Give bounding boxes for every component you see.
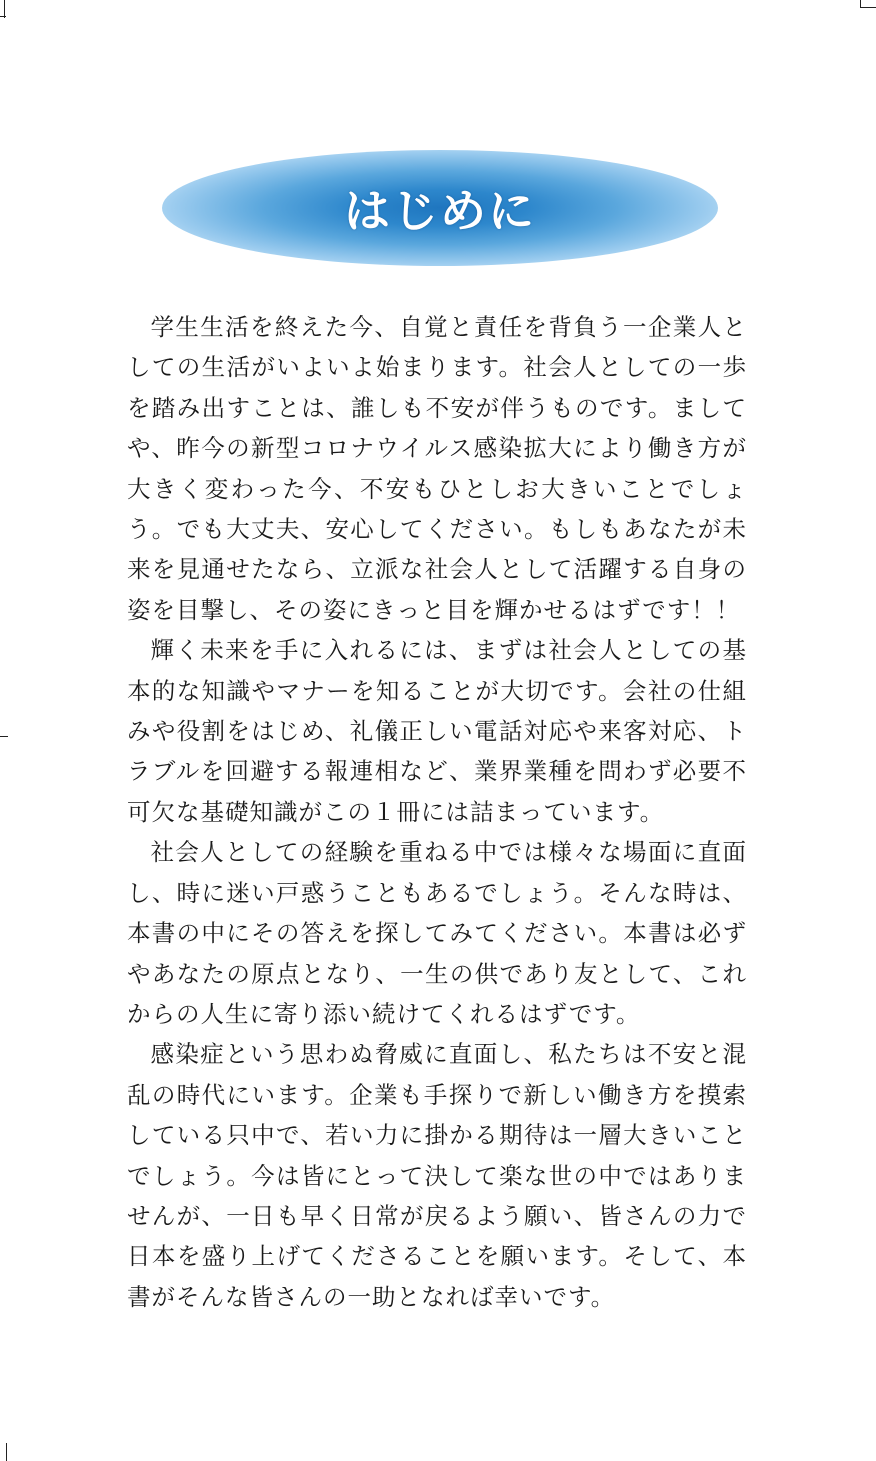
- paragraph-2: 輝く未来を手に入れるには、まずは社会人としての基本的な知識やマナーを知ることが大切です。会社の仕組みや役割をはじめ、礼儀正しい電話対応や来客対応、トラブルを回避する報連相など、業界業種を問わず必要不可欠な基礎知識がこの１冊には詰まっています。: [127, 636, 747, 826]
- page-title: はじめに: [344, 184, 536, 238]
- crop-mark-middle-left: [0, 736, 8, 737]
- crop-mark-top-right-horizontal: [860, 7, 876, 8]
- paragraph-4: 感染症という思わぬ脅威に直面し、私たちは不安と混乱の時代にいます。企業も手探りで新しい働き方を摸索している只中で、若い力に掛かる期待は一層大きいことでしょう。今は皆にとって決して楽な世の中ではありませんが、一日も早く日常が戻るよう願い、皆さんの力で日本を盛り上げてくださることを願います。そして、本書がそんな皆さんの一助となれば幸いです。: [127, 1040, 747, 1311]
- crop-mark-top-left-horizontal: [0, 16, 6, 17]
- paragraph-1: 学生生活を終えた今、自覚と責任を背負う一企業人としての生活がいよいよ始まります。社会人としての一歩を踏み出すことは、誰しも不安が伴うものです。ましてや、昨今の新型コロナウイルス感染拡大により働き方が大きく変わった今、不安もひとしお大きいことでしょう。でも大丈夫、安心してください。もしもあなたが未来を見通せたなら、立派な社会人として活躍する自身の姿を目撃し、その姿にきっと目を輝かせるはずです！！: [127, 313, 747, 624]
- crop-mark-bottom-left: [6, 1443, 7, 1461]
- body-text: [127, 307, 747, 1317]
- paragraph-3: 社会人としての経験を重ねる中では様々な場面に直面し、時に迷い戸惑うこともあるでしょう。そんな時は、本書の中にその答えを探してみてください。本書は必ずやあなたの原点となり、一生の供であり友として、これからの人生に寄り添い続けてくれるはずです。: [127, 838, 747, 1028]
- title-banner: [162, 150, 718, 266]
